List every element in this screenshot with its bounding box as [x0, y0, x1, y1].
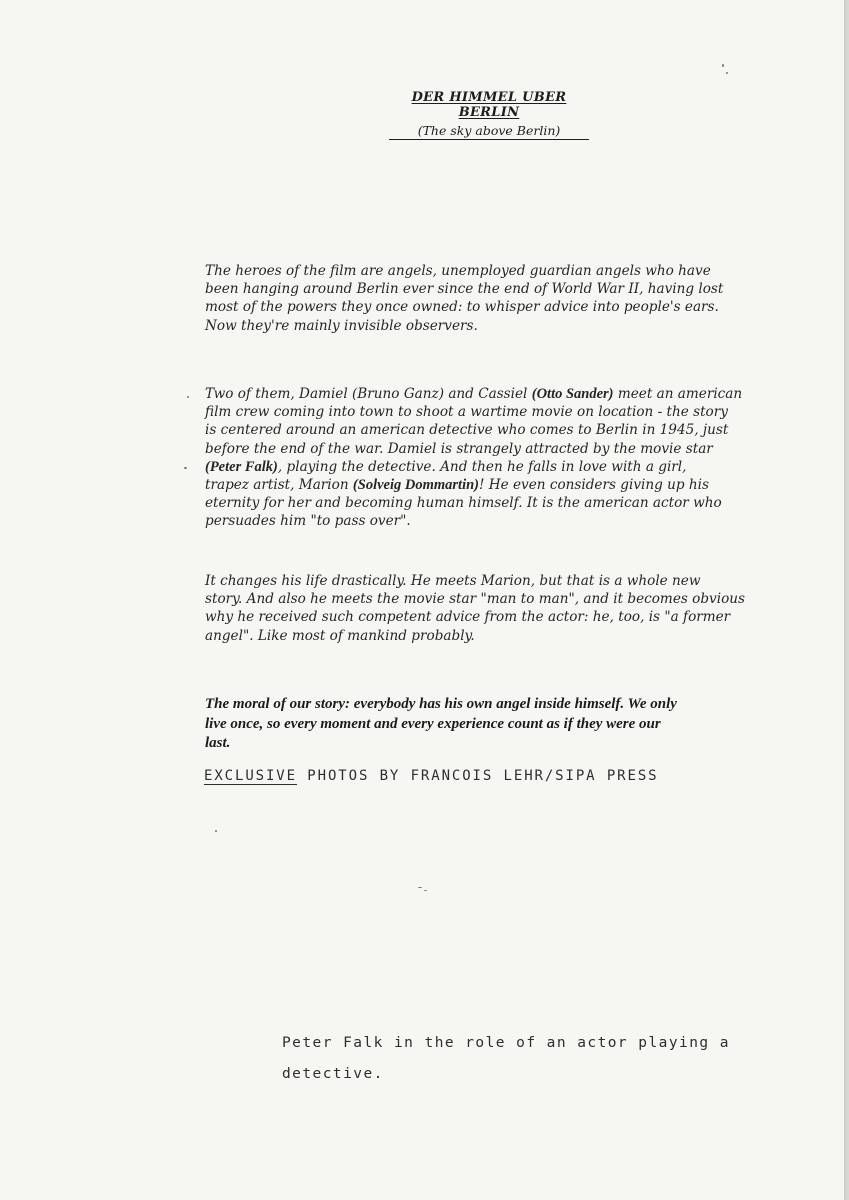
text-run: meet an american	[613, 386, 743, 402]
photo-caption-line: Peter Falk in the role of an actor playing a	[282, 1035, 730, 1051]
photo-credit	[204, 768, 658, 784]
paragraph-line: live once, so every moment and every experience count as if they were our	[205, 715, 661, 732]
paragraph-line: angel". Like most of mankind probably.	[205, 627, 475, 644]
paragraph-line	[205, 476, 795, 494]
paper-speck	[184, 467, 187, 469]
text-run: trapez artist, Marion	[205, 477, 353, 494]
paragraph-line: is centered around an american detective who comes to Berlin in 1945, just	[205, 422, 729, 439]
paragraph-change	[205, 572, 795, 645]
paragraph-line: story. And also he meets the movie star "man to man", and it becomes obvious	[205, 591, 745, 608]
document-subtitle: (The sky above Berlin)	[389, 123, 589, 140]
paragraph-line: Now they're mainly invisible observers.	[205, 317, 478, 334]
paper-speck	[424, 890, 427, 891]
paragraph-line: most of the powers they once owned: to whisper advice into people's ears.	[205, 299, 719, 316]
credit-text: PHOTOS BY FRANCOIS LEHR/SIPA PRESS	[296, 768, 659, 784]
paragraph-line	[205, 458, 795, 476]
paragraph-intro	[205, 262, 795, 335]
paragraph-moral	[205, 695, 795, 754]
paragraph-line: before the end of the war. Damiel is strangely attracted by the movie star	[205, 440, 713, 457]
text-run: , playing the detective. And then he falls in love with a girl,	[277, 458, 687, 475]
text-run: ! He even considers giving up his	[479, 477, 709, 494]
photo-caption-line: detective.	[282, 1066, 384, 1082]
paper-speck	[418, 887, 422, 888]
paragraph-line: been hanging around Berlin ever since the end of World War II, having lost	[205, 281, 724, 298]
paper-speck	[215, 830, 217, 832]
paper-speck	[187, 396, 189, 398]
paragraph-plot	[205, 385, 795, 531]
title-block	[384, 90, 594, 140]
paper-speck	[726, 72, 728, 74]
cast-name: (Peter Falk)	[205, 458, 278, 475]
paragraph-line: film crew coming into town to shoot a wartime movie on location - the story	[205, 404, 728, 421]
paragraph-line: The heroes of the film are angels, unemployed guardian angels who have	[205, 263, 711, 279]
text-run: Two of them, Damiel (Bruno Ganz) and Cassiel	[205, 386, 532, 402]
paragraph-line: last.	[205, 735, 231, 751]
credit-exclusive: EXCLUSIVE	[204, 768, 297, 784]
paragraph-line	[205, 385, 795, 403]
cast-name: (Solveig Dommartin)	[352, 477, 479, 494]
paragraph-line: It changes his life drastically. He meets Marion, but that is a whole new	[205, 573, 701, 589]
paragraph-line: why he received such competent advice from the actor: he, too, is "a former	[205, 609, 731, 626]
paragraph-line: persuades him "to pass over".	[205, 513, 411, 530]
document-title: DER HIMMEL UBER BERLIN	[411, 90, 567, 120]
paragraph-line: eternity for her and becoming human himself. It is the american actor who	[205, 495, 722, 512]
cast-name: (Otto Sander)	[531, 386, 614, 402]
paragraph-line: The moral of our story: everybody has his own angel inside himself. We only	[205, 696, 677, 712]
paper-speck	[722, 64, 724, 67]
